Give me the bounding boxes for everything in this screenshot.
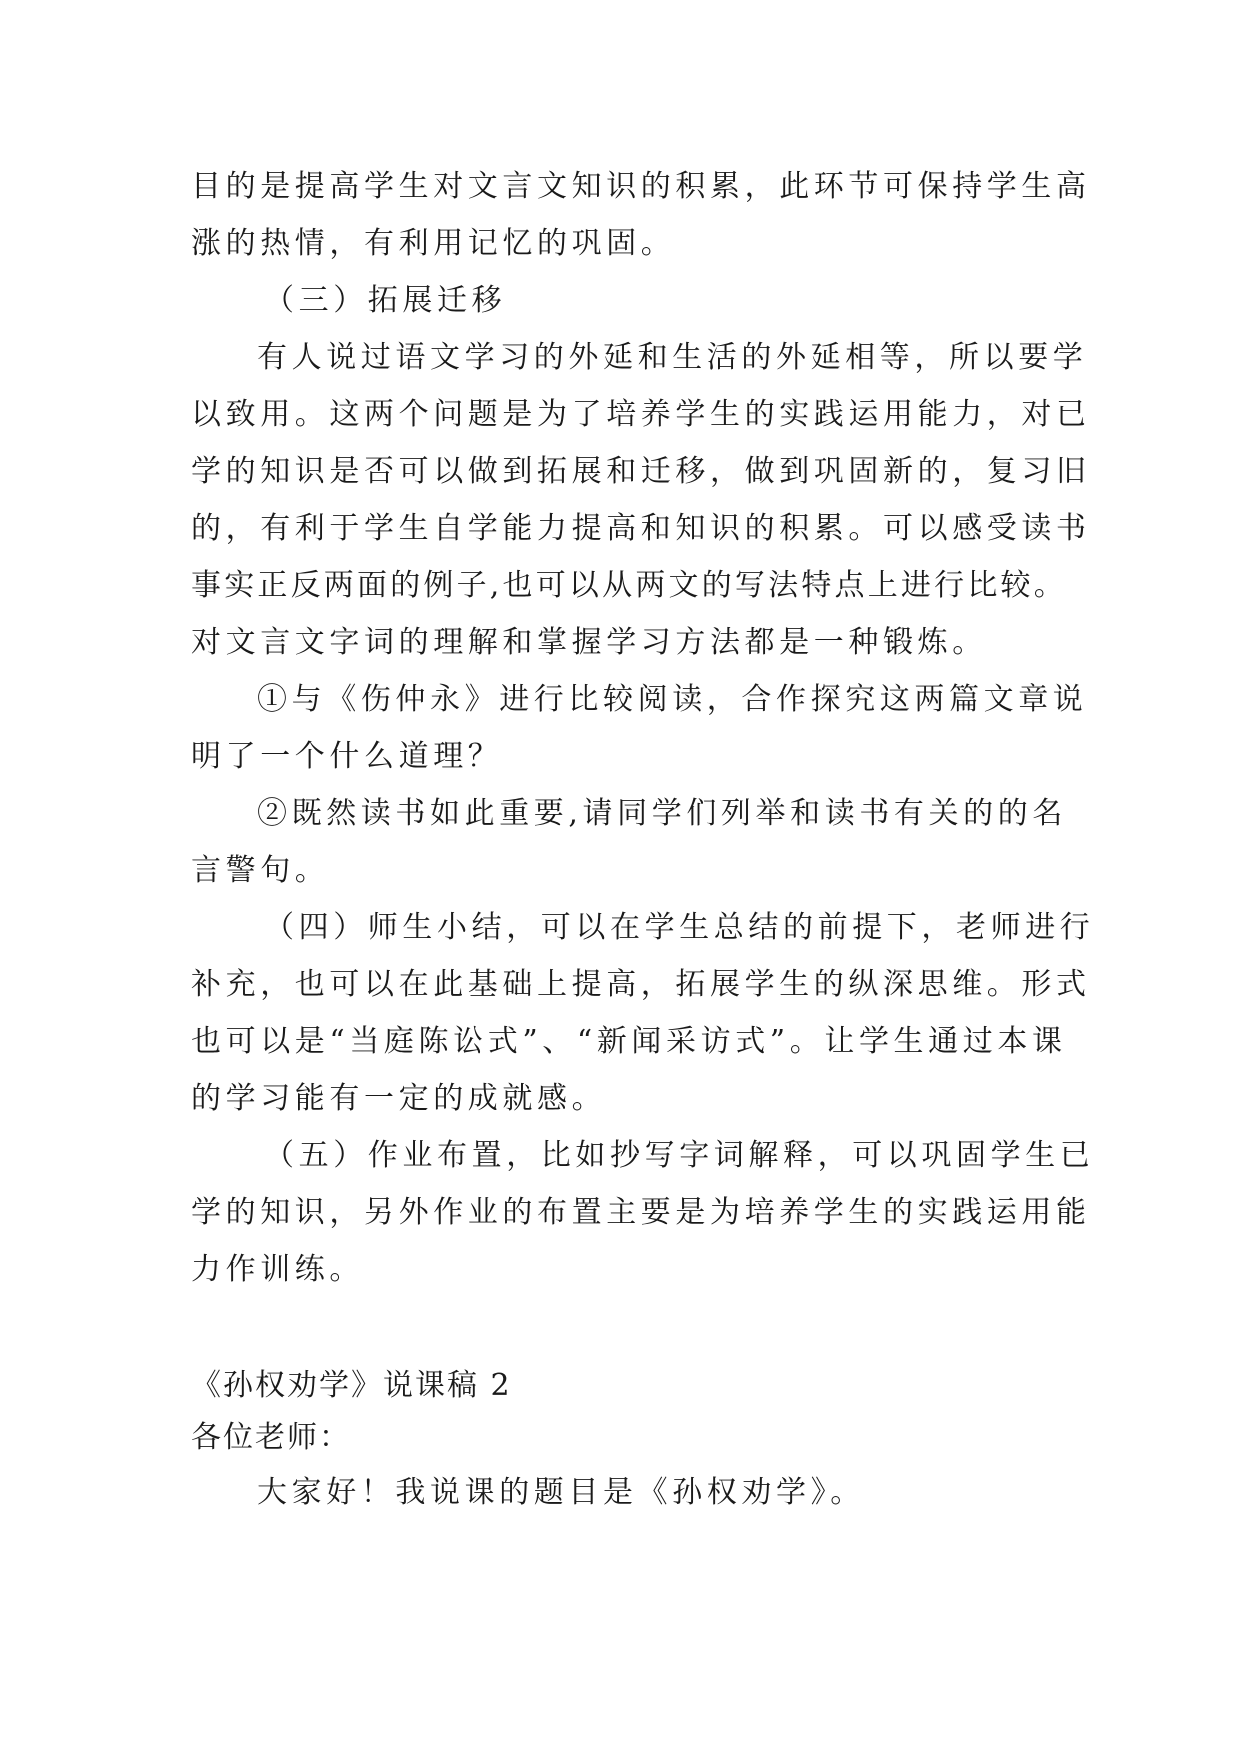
paragraph-line: 学的知识，另外作业的布置主要是为培养学生的实践运用能 <box>191 1195 1091 1230</box>
section-spacer <box>191 1298 1059 1360</box>
paragraph-line: 的，有利于学生自学能力提高和知识的积累。可以感受读书 <box>191 511 1091 546</box>
paragraph-line: 明了一个什么道理？ <box>191 739 503 774</box>
opening-line: 大家好！我说课的题目是《孙权劝学》。 <box>257 1475 865 1510</box>
paragraph-line: 的学习能有一定的成就感。 <box>191 1081 607 1116</box>
section-paragraph: （四）师生小结，可以在学生总结的前提下，老师进行 <box>264 910 1095 945</box>
paragraph-line: 有人说过语文学习的外延和生活的外延相等，所以要学 <box>257 340 1088 375</box>
paragraph-line: 对文言文字词的理解和掌握学习方法都是一种锻炼。 <box>191 625 987 660</box>
section-title: 《孙权劝学》说课稿 2 <box>191 1368 512 1403</box>
paragraph-line: 补充，也可以在此基础上提高，拓展学生的纵深思维。形式 <box>191 967 1091 1002</box>
paragraph-line: 言警句。 <box>191 853 330 888</box>
section-paragraph: （五）作业布置，比如抄写字词解释，可以巩固学生已 <box>264 1138 1095 1173</box>
greeting: 各位老师： <box>191 1420 351 1455</box>
paragraph-line: 目的是提高学生对文言文知识的积累，此环节可保持学生高 <box>191 169 1091 204</box>
paragraph-line: 力作训练。 <box>191 1252 364 1287</box>
section-heading: （三）拓展迁移 <box>264 283 507 318</box>
paragraph-line: 学的知识是否可以做到拓展和迁移，做到巩固新的，复习旧 <box>191 454 1091 489</box>
question-item: ②既然读书如此重要,请同学们列举和读书有关的的名 <box>257 796 1067 831</box>
paragraph-line: 事实正反两面的例子,也可以从两文的写法特点上进行比较。 <box>191 568 1067 603</box>
paragraph-line: 也可以是“当庭陈讼式”、“新闻采访式”。让学生通过本课 <box>191 1024 1067 1059</box>
paragraph-line: 以致用。这两个问题是为了培养学生的实践运用能力，对已 <box>191 397 1091 432</box>
paragraph-line: 涨的热情，有利用记忆的巩固。 <box>191 226 676 261</box>
question-item: ①与《伤仲永》进行比较阅读，合作探究这两篇文章说 <box>257 682 1088 717</box>
document-page <box>191 158 1095 1521</box>
